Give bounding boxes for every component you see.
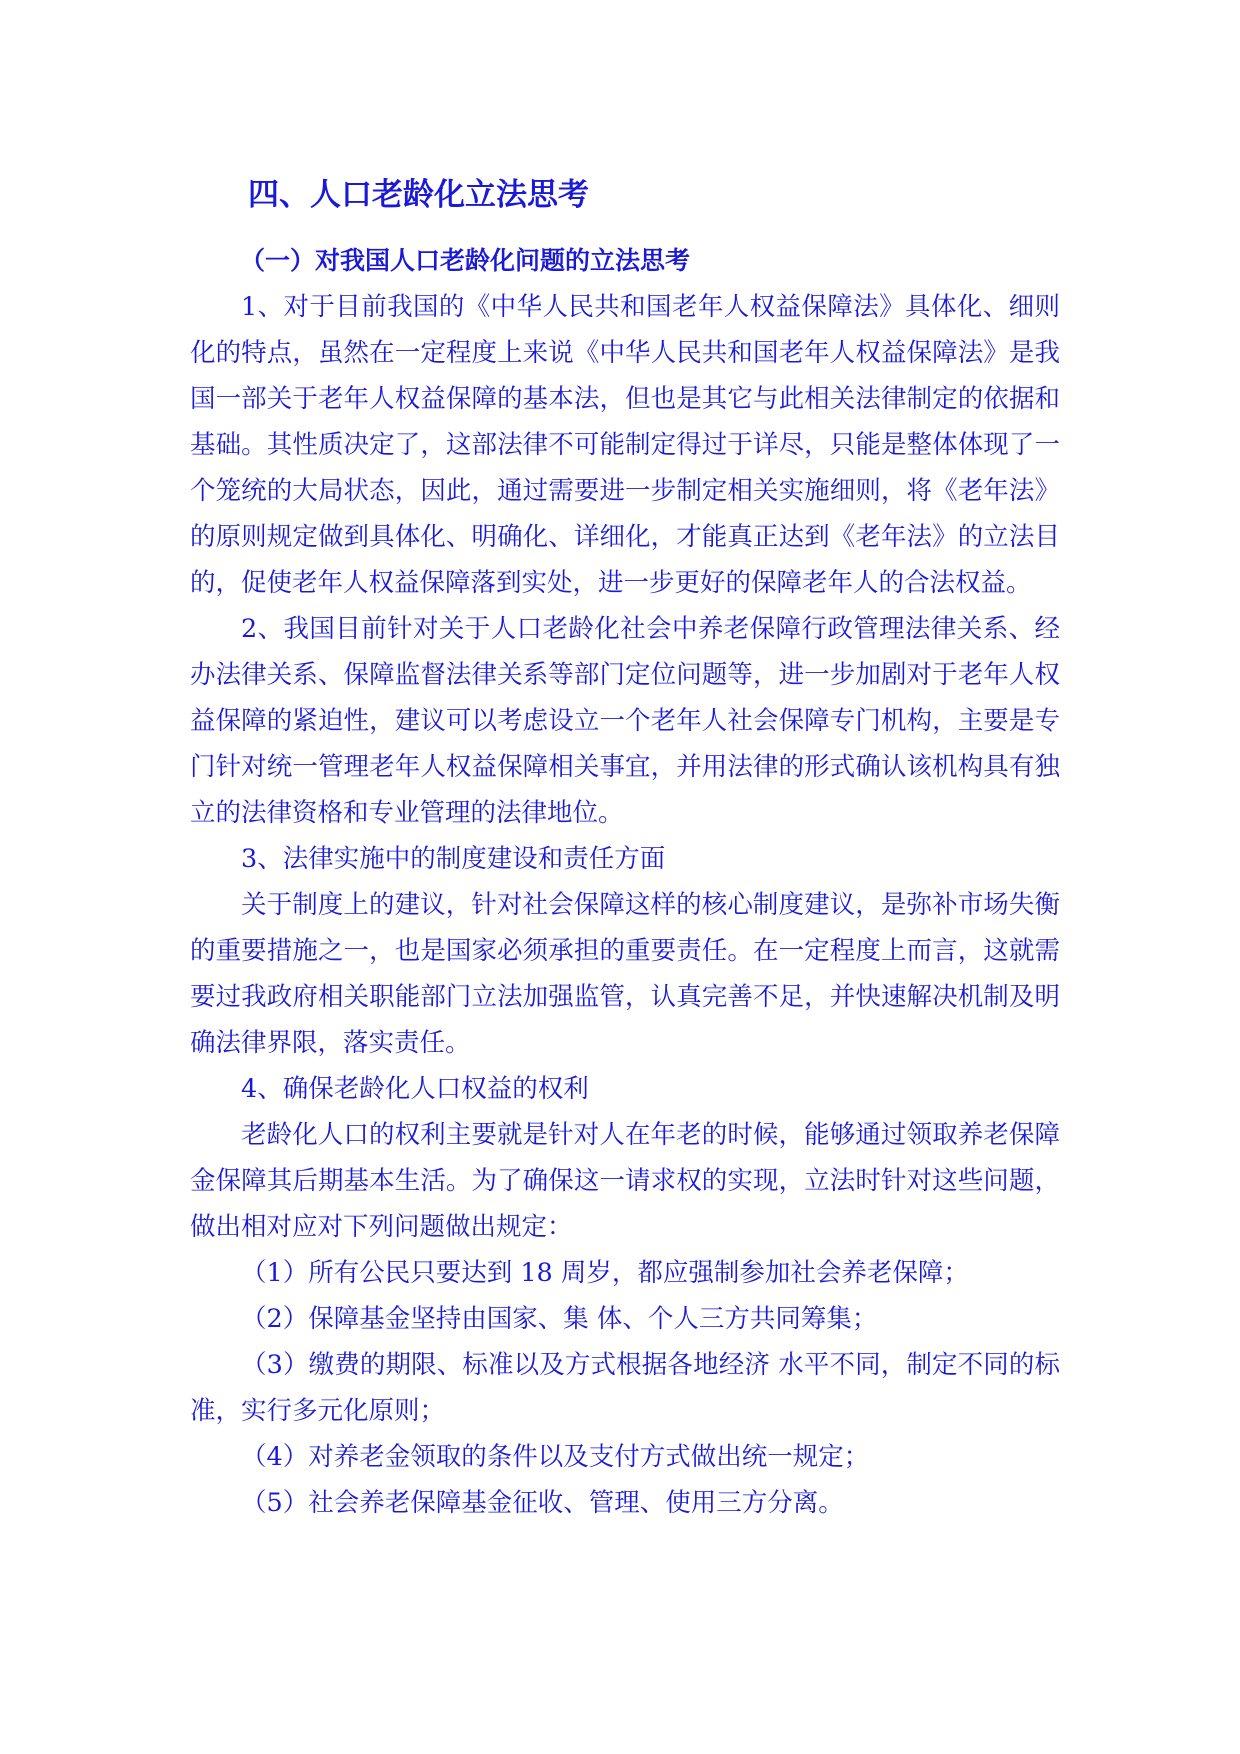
paragraph-6: 老龄化人口的权利主要就是针对人在年老的时候，能够通过领取养老保障金保障其后期基本生活。为了确保这一请求权的实现，立法时针对这些问题，做出相对应对下列问题做出规定： — [190, 1120, 1060, 1242]
paragraph-3: 3、法律实施中的制度建设和责任方面 — [241, 844, 666, 874]
subsection-heading: （一）对我国人口老龄化问题的立法思考 — [240, 246, 691, 275]
list-item-1: （1）所有公民只要达到 18 周岁，都应强制参加社会养老保障； — [241, 1258, 969, 1288]
list-item-2: （2）保障基金坚持由国家、集 体、个人三方共同筹集； — [241, 1304, 878, 1334]
list-item-4: （4）对养老金领取的条件以及支付方式做出统一规定； — [241, 1442, 870, 1472]
paragraph-5: 4、确保老龄化人口权益的权利 — [241, 1074, 589, 1104]
paragraph-2: 2、我国目前针对关于人口老龄化社会中养老保障行政管理法律关系、经办法律关系、保障监督法律关系等部门定位问题等，进一步加剧对于老年人权益保障的紧迫性，建议可以考虑设立一个老年人社会保障专门机构，主要是专门针对统一管理老年人权益保障相关事宜，并用法律的形式确认该机构具有独立的法律资格和专业管理的法律地位。 — [190, 614, 1060, 828]
list-item-5: （5）社会养老保障基金征收、管理、使用三方分离。 — [241, 1488, 844, 1518]
section-heading: 四、人口老龄化立法思考 — [248, 177, 589, 213]
paragraph-1: 1、对于目前我国的《中华人民共和国老年人权益保障法》具体化、细则化的特点，虽然在一定程度上来说《中华人民共和国老年人权益保障法》是我国一部关于老年人权益保障的基本法，但也是其它与此相关法律制定的依据和基础。其性质决定了，这部法律不可能制定得过于详尽，只能是整体体现了一个笼统的大局状态，因此，通过需要进一步制定相关实施细则，将《老年法》的原则规定做到具体化、明确化、详细化，才能真正达到《老年法》的立法目的，促使老年人权益保障落到实处，进一步更好的保障老年人的合法权益。 — [190, 292, 1060, 598]
paragraph-4: 关于制度上的建议，针对社会保障这样的核心制度建议，是弥补市场失衡的重要措施之一，也是国家必须承担的重要责任。在一定程度上而言，这就需要过我政府相关职能部门立法加强监管，认真完善不足，并快速解决机制及明确法律界限，落实责任。 — [190, 890, 1060, 1058]
document-body — [190, 170, 1060, 1526]
list-item-3: （3）缴费的期限、标准以及方式根据各地经济 水平不同，制定不同的标准，实行多元化原则； — [190, 1350, 1060, 1426]
